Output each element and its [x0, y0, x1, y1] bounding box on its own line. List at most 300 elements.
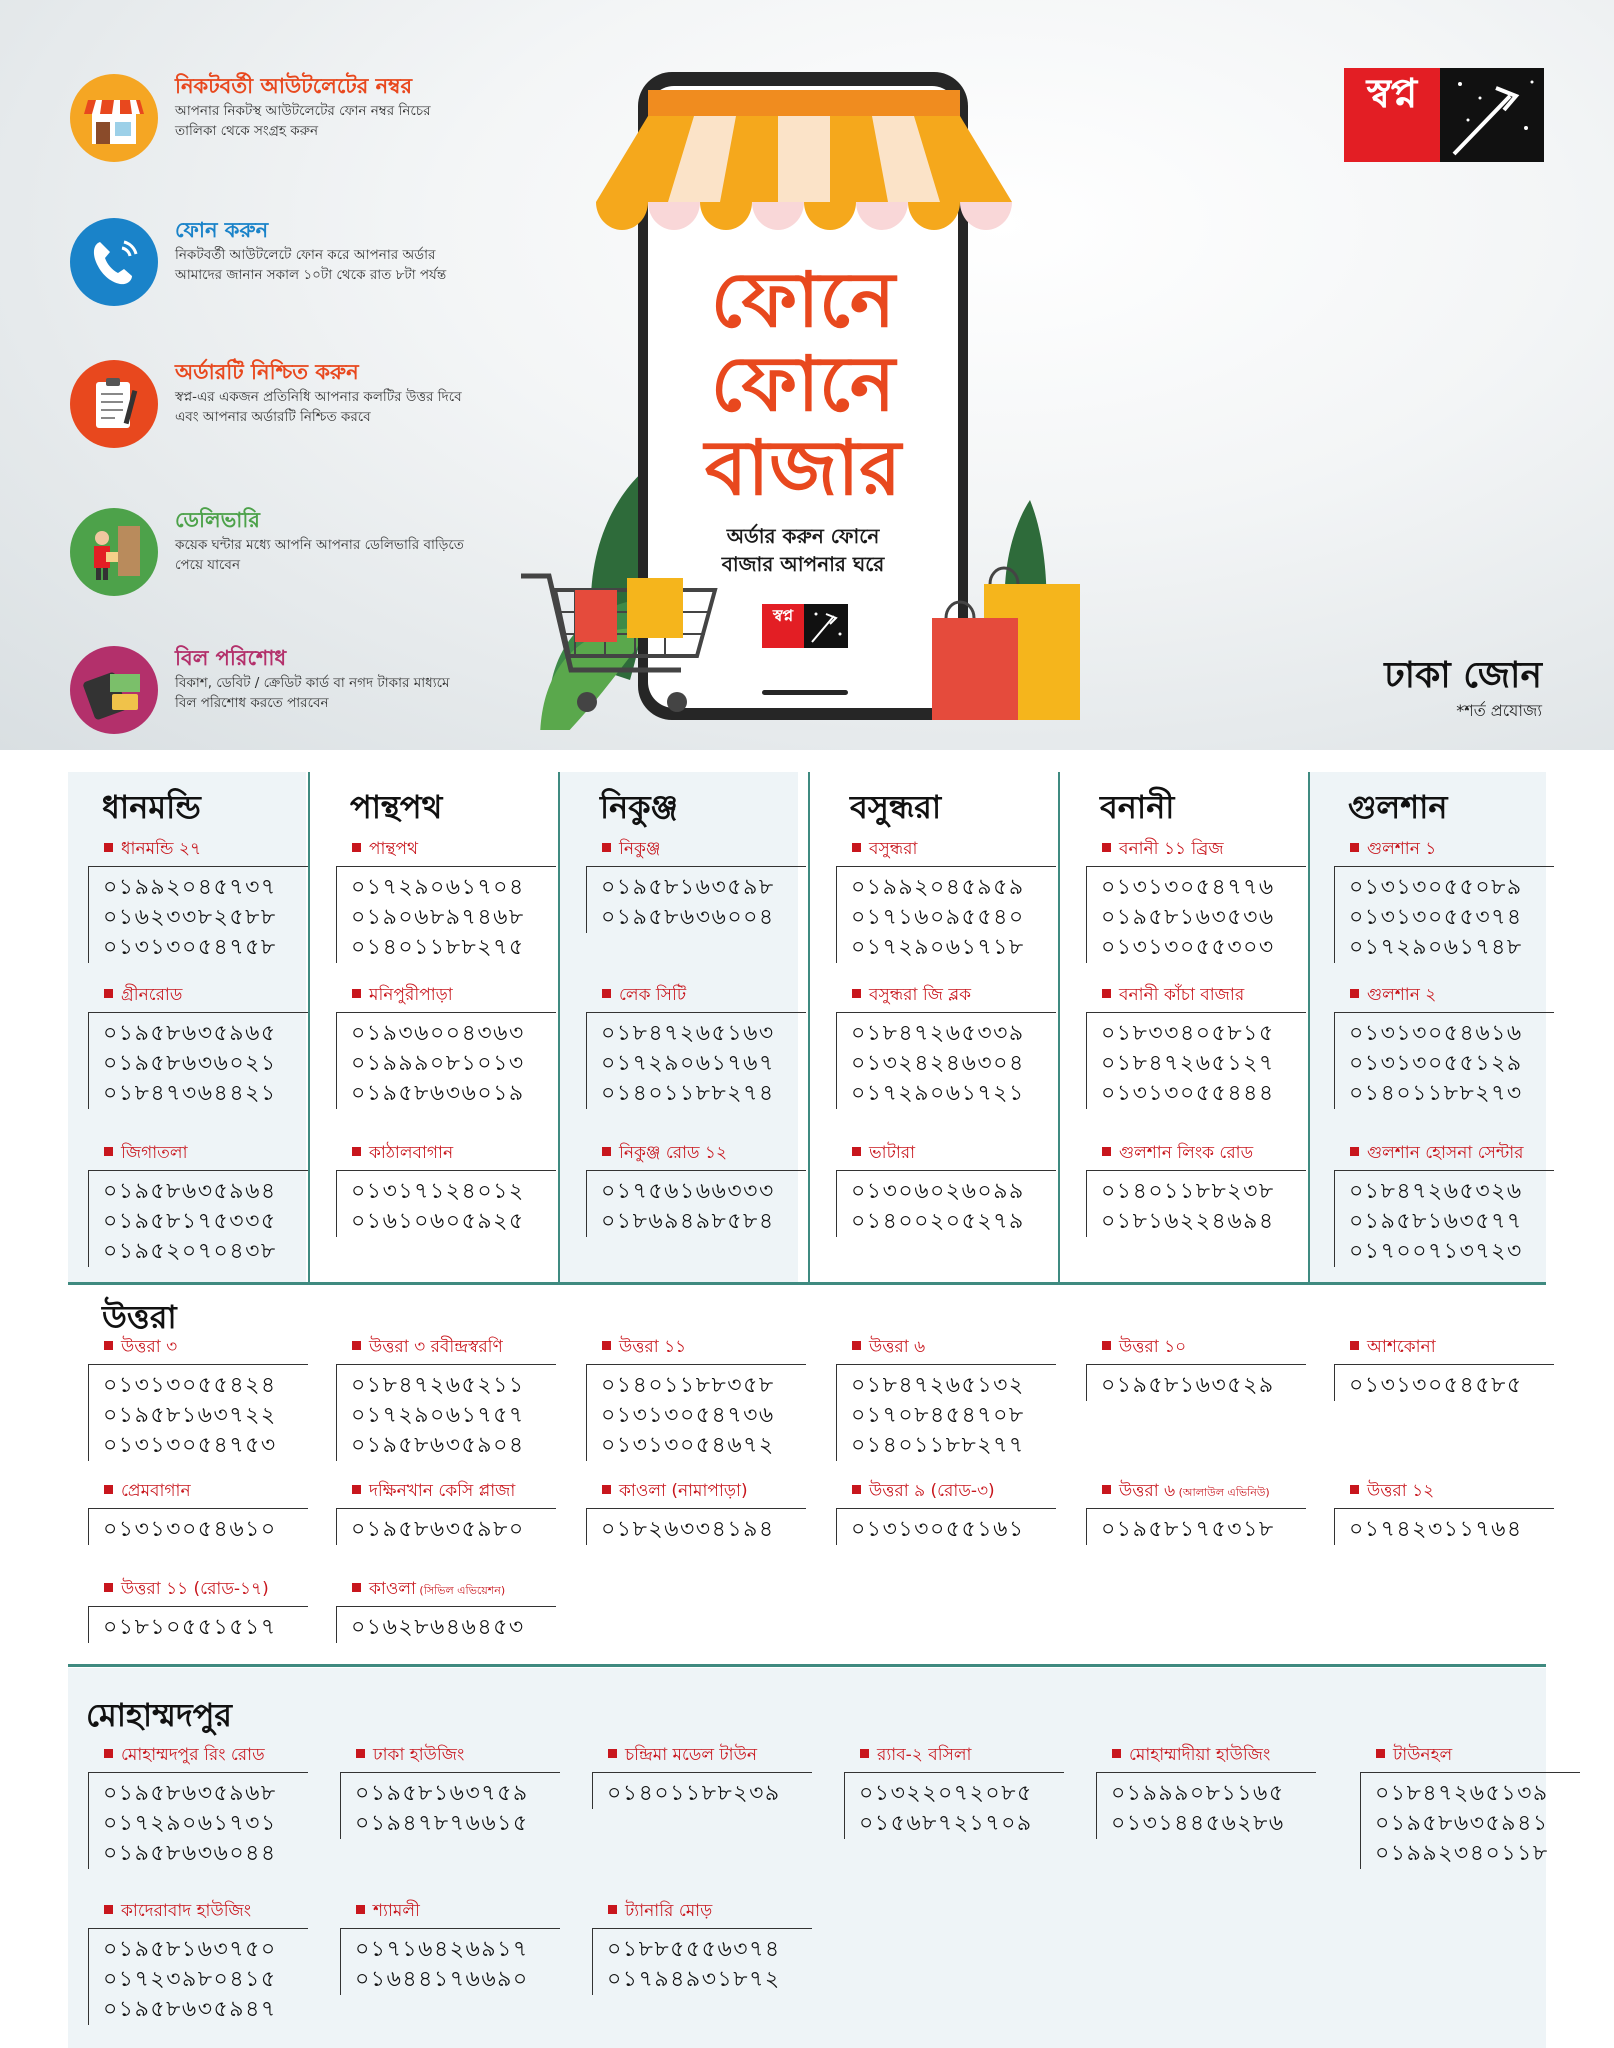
bullet-icon — [104, 1341, 113, 1350]
outlet-label: পান্থপথ — [369, 839, 419, 859]
outlet-label: দক্ষিনখান কেসি প্লাজা — [369, 1481, 516, 1501]
phone-number[interactable]: ০১৮১৬২২৪৬৯৪ — [1101, 1209, 1275, 1234]
phone-number[interactable]: ০১৮৪৭২৬৫১৬৩ — [601, 1021, 775, 1046]
phone-number-list — [1334, 1012, 1554, 1109]
outlet-label: উত্তরা ৬ — [1119, 1481, 1176, 1501]
phone-number-list — [340, 1928, 560, 1995]
outlet-name — [852, 1140, 915, 1168]
phone-number[interactable]: ০১৩১৩০৫৫৩৭৪ — [1349, 905, 1523, 930]
phone-number[interactable]: ০১৪০১১৮৮২৩৮ — [1101, 1179, 1275, 1204]
brand-logo — [1344, 68, 1544, 162]
outlet-label: বনানী ১১ ব্রিজ — [1119, 839, 1224, 859]
outlet-name — [608, 1898, 712, 1926]
phone-number[interactable]: ০১৯৫৮৬৩৫৯৬৪ — [103, 1179, 277, 1204]
column-divider — [308, 772, 310, 1282]
outlet-label: কাদেরাবাদ হাউজিং — [121, 1901, 252, 1921]
bullet-icon — [1102, 989, 1111, 998]
phone-number[interactable]: ০১৩১৩০৫৪৭৫৩ — [103, 1433, 277, 1458]
bullet-icon — [356, 1905, 365, 1914]
phone-logo — [762, 604, 848, 648]
phone-number[interactable]: ০১৮৬৯৪৯৮৫৮৪ — [601, 1209, 775, 1234]
phone-number-list — [1086, 1364, 1306, 1401]
phone-number[interactable]: ০১৩১৩০৫৪৭৫৮ — [103, 935, 277, 960]
phone-number[interactable]: ০১৯৪৭৮৭৬৬১৫ — [355, 1811, 529, 1836]
phone-number[interactable]: ০১৯৫৮১৬৩৫২৯ — [1101, 1373, 1275, 1398]
phone-number[interactable]: ০১৯৫৮১৬৩৫৯৮ — [601, 875, 775, 900]
phone-number[interactable]: ০১৩১৩০৫৪৬৭২ — [601, 1433, 775, 1458]
phone-number-list — [1334, 1508, 1554, 1545]
phone-number[interactable]: ০১৯৫৮১৬৩৭২২ — [103, 1403, 277, 1428]
outlet-label: র‍্যাব-২ বসিলা — [877, 1745, 972, 1765]
outlet-label: শ্যামলী — [373, 1901, 420, 1921]
phone-number[interactable]: ০১৭৫৬১৬৬৩৩৩ — [601, 1179, 775, 1204]
outlet-label: ভাটারা — [869, 1143, 916, 1163]
area-title: বসুন্ধরা — [850, 788, 942, 826]
phone-number[interactable]: ০১৮৪৭২৬৫২১১ — [351, 1373, 525, 1398]
phone-number[interactable]: ০১৮১০৫৫১৫১৭ — [103, 1615, 277, 1640]
bullet-icon — [1350, 1485, 1359, 1494]
outlet-name — [1112, 1742, 1270, 1770]
outlet-name — [602, 1334, 686, 1362]
outlet-label: গুলশান হোসনা সেন্টার — [1367, 1143, 1524, 1163]
bullet-icon — [1350, 1341, 1359, 1350]
phone-number[interactable]: ০১৭২৯০৬১৭৩১ — [103, 1811, 277, 1836]
bullet-icon — [602, 843, 611, 852]
phone-number[interactable]: ০১৯৫৮৬৩৬০১৯ — [351, 1081, 525, 1106]
column-divider — [808, 772, 810, 1282]
bullet-icon — [852, 989, 861, 998]
phone-number[interactable]: ০১৫৬৮৭২১৭০৯ — [859, 1811, 1033, 1836]
phone-number[interactable]: ০১৪০১১৮৮২৭৪ — [601, 1081, 775, 1106]
phone-number[interactable]: ০১৯৯২৩৪০১১৮ — [1375, 1841, 1549, 1866]
phone-number[interactable]: ০১৩১৩০৫৫৪২৪ — [103, 1373, 277, 1398]
outlet-label: মোহাম্মদপুর রিং রোড — [121, 1745, 265, 1765]
phone-number-list — [836, 1012, 1056, 1109]
outlet-name — [852, 982, 971, 1010]
phone-number[interactable]: ০১৯৯৯০৮১০১৩ — [351, 1051, 525, 1076]
outlet-name — [352, 1140, 453, 1168]
outlet-label: নিকুঞ্জ — [619, 839, 661, 859]
phone-number-list — [336, 866, 556, 963]
bullet-icon — [1350, 843, 1359, 852]
phone-number[interactable]: ০১৩১৪৪৫৬২৮৬ — [1111, 1811, 1285, 1836]
bullet-icon — [608, 1749, 617, 1758]
bullet-icon — [602, 1147, 611, 1156]
phone-number[interactable]: ০১৬২৮৬৪৬৪৫৩ — [351, 1615, 525, 1640]
phone-number-list — [88, 1772, 308, 1869]
phone-number[interactable]: ০১৯৫৮১৬৩৭৫৯ — [355, 1781, 529, 1806]
bullet-icon — [1350, 989, 1359, 998]
outlet-label: উত্তরা ১২ — [1367, 1481, 1435, 1501]
bullet-icon — [1376, 1749, 1385, 1758]
phone-number[interactable]: ০১৮৪৭২৬৫১২৭ — [1101, 1051, 1275, 1076]
phone-number[interactable]: ০১৭২৯০৬১৭১৮ — [851, 935, 1025, 960]
step-description: নিকটবর্তী আউটলেটে ফোন করে আপনার অর্ডার আমাদের জানান সকাল ১০টা থেকে রাত ৮টা পর্যন্ত — [175, 247, 447, 283]
phone-number-list — [1334, 866, 1554, 963]
phone-number[interactable]: ০১৩১৩০৫৪৭৩৬ — [601, 1403, 775, 1428]
step-description: বিকাশ, ডেবিট / ক্রেডিট কার্ড বা নগদ টাকার মাধ্যমে বিল পরিশোধ করতে পারবেন — [175, 675, 450, 711]
outlet-name — [104, 982, 182, 1010]
phone-number[interactable]: ০১৯৫৮৬৩৫৯৬৮ — [103, 1781, 277, 1806]
step-description: কয়েক ঘন্টার মধ্যে আপনি আপনার ডেলিভারি বাড়িতে পেয়ে যাবেন — [175, 537, 464, 573]
phone-number[interactable]: ০১৭০০৭১৩৭২৩ — [1349, 1239, 1523, 1264]
logo-text: স্বপ্ন — [1344, 68, 1440, 162]
phone-number[interactable]: ০১৭২৯০৬১৭৬৭ — [601, 1051, 775, 1076]
outlet-name — [352, 982, 453, 1010]
phone-number[interactable]: ০১৯৫৮১৬৩৫৩৬ — [1101, 905, 1275, 930]
phone-number-list — [586, 1170, 806, 1237]
outlet-name — [1102, 836, 1224, 864]
bullet-icon — [602, 989, 611, 998]
step-title: ডেলিভারি — [175, 508, 260, 532]
outlet-name — [1350, 1140, 1524, 1168]
phone-number-list — [1334, 1170, 1554, 1267]
bullet-icon — [104, 1905, 113, 1914]
phone-number-list — [336, 1508, 556, 1545]
phone-number[interactable]: ০১৯৫৮৬৩৫৯৮০ — [351, 1517, 525, 1542]
step-title: অর্ডারটি নিশ্চিত করুন — [175, 360, 359, 384]
headline-line: বাজার — [704, 423, 902, 512]
outlet-label: বসুন্ধরা — [869, 839, 918, 859]
bullet-icon — [1102, 1485, 1111, 1494]
outlet-name — [1102, 1140, 1253, 1168]
headline-line: ফোনে — [710, 255, 896, 344]
phone-number[interactable]: ০১৯৫৮১৬৩৭৫০ — [103, 1937, 277, 1962]
phone-number[interactable]: ০১৮৮৫৫৫৬৩৭৪ — [607, 1937, 781, 1962]
outlet-label: উত্তরা ১০ — [1119, 1337, 1187, 1357]
phone-number[interactable]: ০১৮৪৭২৬৫১৩২ — [851, 1373, 1025, 1398]
phone-number-list — [1086, 1508, 1306, 1545]
outlet-label: মনিপুরীপাড়া — [369, 985, 453, 1005]
bullet-icon — [1112, 1749, 1121, 1758]
outlet-name — [104, 1478, 191, 1506]
bullet-icon — [352, 1341, 361, 1350]
outlet-name — [1350, 982, 1436, 1010]
phone-number[interactable]: ০১৯৫৮৬৩৫৯৬৫ — [103, 1021, 277, 1046]
bullet-icon — [104, 1749, 113, 1758]
phone-number[interactable]: ০১৬১০৬০৫৯২৫ — [351, 1209, 525, 1234]
section-divider — [68, 1282, 1546, 1285]
outlet-name — [356, 1742, 464, 1770]
outlet-name — [852, 836, 917, 864]
phone-number[interactable]: ০১৪০১১৮৮২৭৫ — [351, 935, 525, 960]
outlet-label: গুলশান লিংক রোড — [1119, 1143, 1254, 1163]
phone-number[interactable]: ০১৩০৬০২৬০৯৯ — [851, 1179, 1025, 1204]
phone-number[interactable]: ০১৩১৩০৫৫১২৯ — [1349, 1051, 1523, 1076]
outlet-label-detail: (আলাউল এভিনিউ) — [1175, 1486, 1270, 1499]
outlet-label: গ্রীনরোড — [121, 985, 183, 1005]
area-title: নিকুঞ্জ — [600, 788, 678, 826]
outlet-label: টাউনহল — [1393, 1745, 1453, 1765]
outlet-label: ধানমন্ডি ২৭ — [121, 839, 201, 859]
bullet-icon — [104, 1147, 113, 1156]
bullet-icon — [104, 989, 113, 998]
bullet-icon — [352, 1485, 361, 1494]
phone-number[interactable]: ০১৯৫২০৭০৪৩৮ — [103, 1239, 277, 1264]
outlet-label: প্রেমবাগান — [121, 1481, 191, 1501]
outlet-name — [602, 982, 686, 1010]
outlet-label-detail: (সিভিল এভিয়েশন) — [415, 1584, 506, 1597]
phone-number-list — [88, 866, 308, 963]
phone-number[interactable]: ০১৯৫৮৬৩৬০২১ — [103, 1051, 277, 1076]
phone-number[interactable]: ০১৩১৭১২৪০১২ — [351, 1179, 525, 1204]
shopping-cart-illustration — [515, 560, 725, 720]
phone-number[interactable]: ০১৬২৩৩৮২৫৮৮ — [103, 905, 277, 930]
column-divider — [558, 772, 560, 1282]
outlet-label: উত্তরা ১১ — [619, 1337, 687, 1357]
bullet-icon — [352, 1583, 361, 1592]
bullet-icon — [104, 843, 113, 852]
phone-number[interactable]: ০১৩২২০৭২০৮৫ — [859, 1781, 1033, 1806]
phone-number[interactable]: ০১৯৫৮৬৩৫৯০৪ — [351, 1433, 525, 1458]
phone-number[interactable]: ০১৯৯২০৪৫৭৩৭ — [103, 875, 277, 900]
outlet-name — [1102, 982, 1244, 1010]
area-title: মোহাম্মদপুর — [86, 1696, 233, 1734]
outlet-label: নিকুঞ্জ রোড ১২ — [619, 1143, 728, 1163]
area-title: পান্থপথ — [350, 788, 443, 826]
phone-number[interactable]: ০১৩১৩০৫৪৭৭৬ — [1101, 875, 1275, 900]
logo-star-graphic — [804, 604, 848, 648]
phone-number[interactable]: ০১৭৪২৩১১৭৬৪ — [1349, 1517, 1523, 1542]
phone-home-bar — [762, 690, 848, 695]
area-title: ধানমন্ডি — [102, 788, 201, 826]
phone-number[interactable]: ০১৭২৯০৬১৭৫৭ — [351, 1403, 525, 1428]
outlet-label: বনানী কাঁচা বাজার — [1119, 985, 1245, 1005]
terms-note: *শর্ত প্রযোজ্য — [1456, 701, 1542, 720]
outlet-label: কাওলা — [369, 1579, 416, 1599]
phone-number-list — [836, 1508, 1056, 1545]
phone-number[interactable]: ০১৯৫৮১৬৩৫৭৭ — [1349, 1209, 1523, 1234]
phone-number[interactable]: ০১৭২৯০৬১৭০৪ — [351, 875, 525, 900]
phone-number-list — [592, 1928, 812, 1995]
phone-number[interactable]: ০১৩১৩০৫৪৬১৬ — [1349, 1021, 1523, 1046]
section-divider — [68, 1664, 1546, 1667]
outlet-name — [1350, 1334, 1436, 1362]
step-title: বিল পরিশোধ — [175, 646, 287, 670]
zone-title: ঢাকা জোন — [1384, 655, 1542, 696]
phone-number-list — [88, 1364, 308, 1461]
outlet-name — [1102, 1478, 1270, 1506]
bullet-icon — [104, 1485, 113, 1494]
outlet-label: উত্তরা ৩ — [121, 1337, 178, 1357]
subtitle-line: অর্ডার করুন ফোনে — [726, 524, 880, 548]
outlet-label: জিগাতলা — [121, 1143, 188, 1163]
outlet-name — [104, 1140, 188, 1168]
outlet-name — [356, 1898, 420, 1926]
step-title: নিকটবর্তী আউটলেটের নম্বর — [175, 74, 413, 98]
phone-number-list — [336, 1170, 556, 1237]
bullet-icon — [852, 1341, 861, 1350]
phone-number-list — [88, 1170, 308, 1267]
phone-number[interactable]: ০১৩১৩০৫৫১৬১ — [851, 1517, 1025, 1542]
phone-number[interactable]: ০১৪০১১৮৮৩৫৮ — [601, 1373, 775, 1398]
shop-icon — [70, 74, 158, 162]
outlet-label: আশকোনা — [1367, 1337, 1436, 1357]
area-title: বনানী — [1100, 788, 1175, 826]
phone-number-list — [836, 1364, 1056, 1461]
outlet-name — [104, 1334, 177, 1362]
phone-number-list — [1360, 1772, 1580, 1869]
outlet-label: উত্তরা ৬ — [869, 1337, 926, 1357]
phone-number-list — [836, 866, 1056, 963]
delivery-icon — [70, 508, 158, 596]
phone-number-list — [1086, 866, 1306, 963]
step-description: স্বপ্ন-এর একজন প্রতিনিধি আপনার কলটির উত্তর দিবে এবং আপনার অর্ডারটি নিশ্চিত করবে — [175, 389, 462, 425]
logo-text: স্বপ্ন — [762, 604, 804, 648]
area-title: গুলশান — [1348, 788, 1448, 826]
outlet-name — [608, 1742, 757, 1770]
bullet-icon — [602, 1341, 611, 1350]
outlet-name — [602, 836, 660, 864]
outlet-label: বসুন্ধরা জি ব্লক — [869, 985, 972, 1005]
phone-number-list — [586, 866, 806, 933]
phone-number[interactable]: ০১৪০১১৮৮২৭৭ — [851, 1433, 1025, 1458]
shopping-bags-illustration — [920, 560, 1100, 720]
outlet-label: চন্দ্রিমা মডেল টাউন — [625, 1745, 757, 1765]
phone-number-list — [88, 1508, 308, 1545]
bullet-icon — [852, 1485, 861, 1494]
outlet-label: গুলশান ১ — [1367, 839, 1437, 859]
outlet-name — [602, 1478, 748, 1506]
outlet-name — [1350, 1478, 1434, 1506]
shop-awning-illustration — [596, 90, 1012, 250]
outlet-name — [104, 836, 201, 864]
outlet-name — [1376, 1742, 1452, 1770]
bullet-icon — [104, 1583, 113, 1592]
outlet-label: কাওলা (নামাপাড়া) — [619, 1481, 748, 1501]
outlet-name — [352, 1576, 505, 1604]
phone-number[interactable]: ০১৩১৩০৫৪৬১০ — [103, 1517, 277, 1542]
bullet-icon — [852, 843, 861, 852]
outlet-name — [352, 836, 418, 864]
outlet-label: লেক সিটি — [619, 985, 687, 1005]
phone-number[interactable]: ০১৩১৩০৫৫৩০৩ — [1101, 935, 1275, 960]
outlet-label: কাঠালবাগান — [369, 1143, 454, 1163]
phone-number[interactable]: ০১৭২৯০৬১৭২১ — [851, 1081, 1025, 1106]
phone-number[interactable]: ০১৭১৬৪২৬৯১৭ — [355, 1937, 529, 1962]
phone-number[interactable]: ০১৩২৪২৪৬৩০৪ — [851, 1051, 1025, 1076]
bullet-icon — [602, 1485, 611, 1494]
phone-number[interactable]: ০১৩১৩০৫৫৪৪৪ — [1101, 1081, 1275, 1106]
phone-number[interactable]: ০১৬৪৪১৭৬৬৯০ — [355, 1967, 529, 1992]
bullet-icon — [1102, 1341, 1111, 1350]
outlet-label: ট্যানারি মোড় — [625, 1901, 713, 1921]
outlet-name — [852, 1334, 925, 1362]
phone-number[interactable]: ০১৮৪৭৩৬৪৪২১ — [103, 1081, 277, 1106]
phone-number-list — [88, 1012, 308, 1109]
bullet-icon — [852, 1147, 861, 1156]
phone-number[interactable]: ০১৮৩৩৪০৫৮১৫ — [1101, 1021, 1275, 1046]
subtitle-line: বাজার আপনার ঘরে — [721, 552, 885, 576]
bullet-icon — [608, 1905, 617, 1914]
phone-number[interactable]: ০১৭১৬০৯৫৫৪০ — [851, 905, 1025, 930]
phone-number-list — [336, 1012, 556, 1109]
phone-number-list — [340, 1772, 560, 1839]
outlet-name — [1102, 1334, 1186, 1362]
clipboard-icon — [70, 360, 158, 448]
phone-number[interactable]: ০১৭৯৪৯৩১৮৭২ — [607, 1967, 781, 1992]
hero-banner — [0, 0, 1614, 750]
phone-number[interactable]: ০১৭২৯০৬১৭৪৮ — [1349, 935, 1523, 960]
outlet-name — [1350, 836, 1436, 864]
step-title: ফোন করুন — [175, 218, 269, 242]
headline-line: ফোনে — [710, 339, 896, 428]
bullet-icon — [352, 1147, 361, 1156]
phone-number[interactable]: ০১৯৫৮৬৩৫৯৪১ — [1375, 1811, 1549, 1836]
bullet-icon — [352, 843, 361, 852]
outlet-name — [602, 1140, 727, 1168]
phone-number[interactable]: ০১৮৪৭২৬৫১৩৯ — [1375, 1781, 1549, 1806]
outlet-label: গুলশান ২ — [1367, 985, 1437, 1005]
phone-number-list — [836, 1170, 1056, 1237]
outlet-name — [104, 1742, 265, 1770]
phone-number[interactable]: ০১৯৫৮১৭৫৩১৮ — [1101, 1517, 1275, 1542]
outlet-label: উত্তরা ৯ (রোড-৩) — [869, 1481, 995, 1501]
phone-number-list — [88, 1606, 308, 1643]
phone-number[interactable]: ০১৮৪৭২৬৫৩৩৯ — [851, 1021, 1025, 1046]
phone-number[interactable]: ০১৯৯২০৪৫৯৫৯ — [851, 875, 1025, 900]
phone-number[interactable]: ০১৭০৮৪৫৪৭০৮ — [851, 1403, 1025, 1428]
bullet-icon — [1102, 843, 1111, 852]
phone-number[interactable]: ০১৪০১১৮৮২৩৯ — [607, 1781, 781, 1806]
phone-number[interactable]: ০১৩১৩০৫৪৫৮৫ — [1349, 1373, 1523, 1398]
outlet-name — [104, 1898, 251, 1926]
outlet-label: ঢাকা হাউজিং — [373, 1745, 465, 1765]
phone-number[interactable]: ০১৯৯৯০৮১১৬৫ — [1111, 1781, 1285, 1806]
phone-number[interactable]: ০১৪০০২০৫২৭৯ — [851, 1209, 1025, 1234]
headline — [648, 255, 958, 512]
phone-number[interactable]: ০১৯৩৬০০৪৩৬৩ — [351, 1021, 525, 1046]
outlet-label: মোহাম্মাদীয়া হাউজিং — [1129, 1745, 1271, 1765]
phone-number-list — [1334, 1364, 1554, 1401]
phone-number-list — [1096, 1772, 1316, 1839]
outlet-label: উত্তরা ১১ (রোড-১৭) — [121, 1579, 269, 1599]
area-title: উত্তরা — [102, 1298, 177, 1336]
bullet-icon — [352, 989, 361, 998]
phone-number-list — [1086, 1012, 1306, 1109]
phone-number-list — [586, 1508, 806, 1545]
outlet-name — [352, 1478, 515, 1506]
phone-number-list — [586, 1012, 806, 1109]
outlet-name — [852, 1478, 995, 1506]
phone-number[interactable]: ০১৯৫৮৬৩৫৯৪৭ — [103, 1997, 277, 2022]
phone-number[interactable]: ০১৯৫৮১৭৫৩৩৫ — [103, 1209, 277, 1234]
step-description: আপনার নিকটস্থ আউটলেটের ফোন নম্বর নিচের তালিকা থেকে সংগ্রহ করুন — [175, 103, 431, 139]
phone-number[interactable]: ০১৮২৬৩৩৪১৯৪ — [601, 1517, 775, 1542]
phone-number[interactable]: ০১৯৫৮৬৩৬০৪৪ — [103, 1841, 277, 1866]
phone-number[interactable]: ০১৯৫৮৬৩৬০০৪ — [601, 905, 775, 930]
phone-number[interactable]: ০১৮৪৭২৬৫৩২৬ — [1349, 1179, 1523, 1204]
bullet-icon — [1102, 1147, 1111, 1156]
phone-number[interactable]: ০১৭২৩৯৮০৪১৫ — [103, 1967, 277, 1992]
payment-icon — [70, 646, 158, 734]
logo-star-graphic — [1440, 68, 1544, 162]
bullet-icon — [356, 1749, 365, 1758]
phone-icon — [70, 218, 158, 306]
phone-number-list — [844, 1772, 1064, 1839]
phone-number-list — [336, 1606, 556, 1643]
bullet-icon — [1350, 1147, 1359, 1156]
phone-number[interactable]: ০১৩১৩০৫৫০৮৯ — [1349, 875, 1523, 900]
phone-number-list — [336, 1364, 556, 1461]
phone-number[interactable]: ০১৯০৬৮৯৭৪৬৮ — [351, 905, 525, 930]
phone-number-list — [592, 1772, 812, 1809]
outlet-name — [104, 1576, 269, 1604]
bullet-icon — [860, 1749, 869, 1758]
phone-number-list — [586, 1364, 806, 1461]
outlet-label: উত্তরা ৩ রবীন্দ্রস্বরণি — [369, 1337, 503, 1357]
phone-number[interactable]: ০১৪০১১৮৮২৭৩ — [1349, 1081, 1523, 1106]
